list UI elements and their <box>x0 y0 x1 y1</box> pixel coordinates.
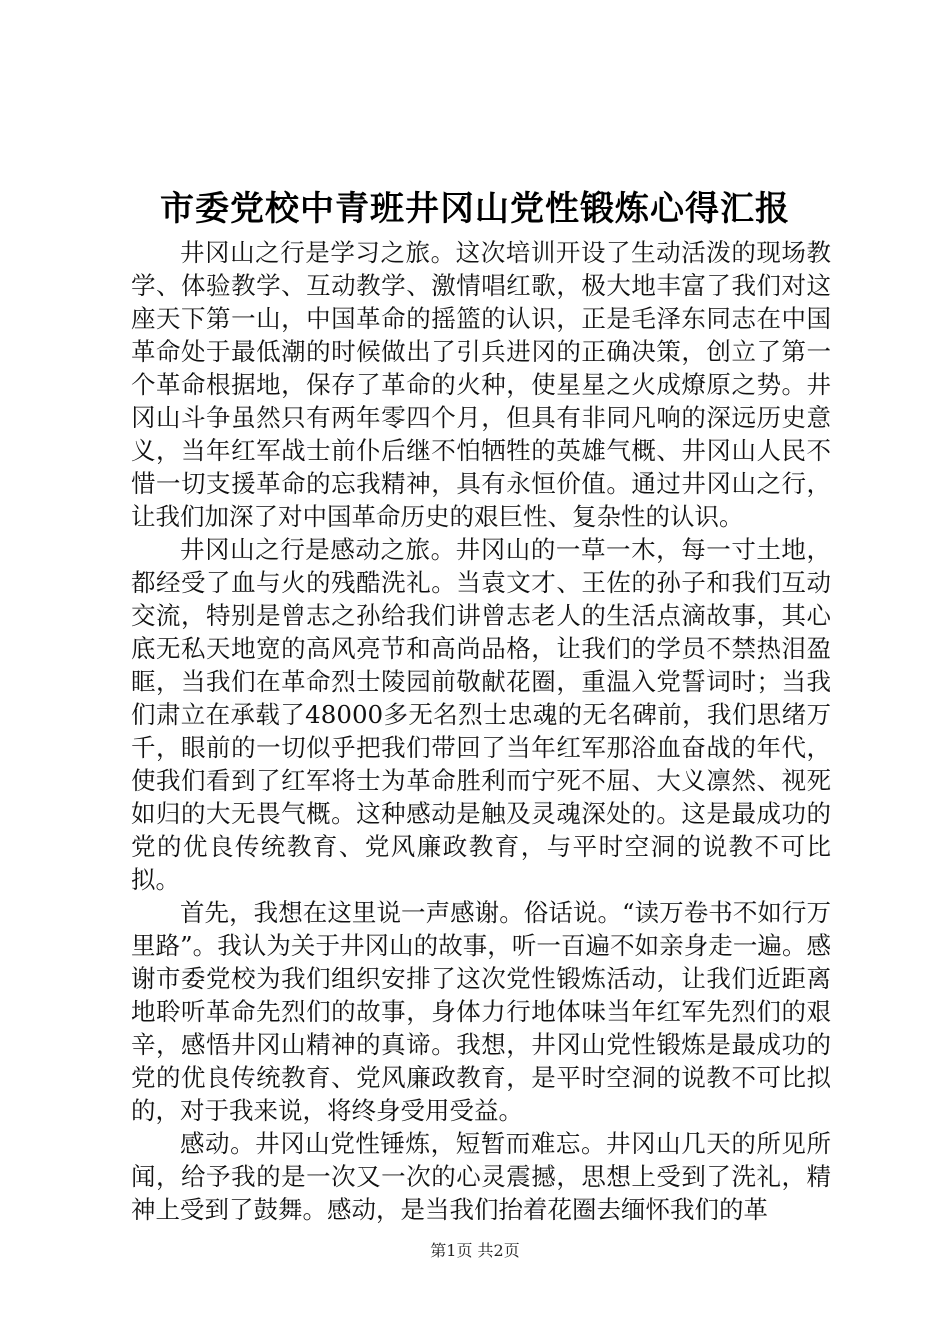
paragraph-2: 井冈山之行是感动之旅。井冈山的一草一木，每一寸土地，都经受了血与火的残酷洗礼。当袁文才、王佐的孙子和我们互动交流，特别是曾志之孙给我们讲曾志老人的生活点滴故事，其心底无私天地宽的高风亮节和高尚品格，让我们的学员不禁热泪盈眶，当我们在革命烈士陵园前敬献花圈，重温入党誓词时；当我们肃立在承载了48000多无名烈士忠魂的无名碑前，我们思绪万千，眼前的一切似乎把我们带回了当年红军那浴血奋战的年代，使我们看到了红军将士为革命胜利而宁死不屈、大义凛然、视死如归的大无畏气概。这种感动是触及灵魂深处的。这是最成功的党的优良传统教育、党风廉政教育，与平时空洞的说教不可比拟。 <box>131 535 831 894</box>
paragraph-3: 首先，我想在这里说一声感谢。俗话说。“读万卷书不如行万里路”。我认为关于井冈山的故事，听一百遍不如亲身走一遍。感谢市委党校为我们组织安排了这次党性锻炼活动，让我们近距离地聆听革命先烈们的故事，身体力行地体味当年红军先烈们的艰辛，感悟井冈山精神的真谛。我想，井冈山党性锻炼是最成功的党的优良传统教育、党风廉政教育，是平时空洞的说教不可比拟的，对于我来说，将终身受用受益。 <box>131 898 831 1125</box>
paragraph-1: 井冈山之行是学习之旅。这次培训开设了生动活泼的现场教学、体验教学、互动教学、激情唱红歌，极大地丰富了我们对这座天下第一山，中国革命的摇篮的认识，正是毛泽东同志在中国革命处于最低潮的时候做出了引兵进冈的正确决策，创立了第一个革命根据地，保存了革命的火种，使星星之火成燎原之势。井冈山斗争虽然只有两年零四个月，但具有非同凡响的深远历史意义，当年红军战士前仆后继不怕牺牲的英雄气概、井冈山人民不惜一切支援革命的忘我精神，具有永恒价值。通过井冈山之行，让我们加深了对中国革命历史的艰巨性、复杂性的认识。 <box>131 238 831 531</box>
page-number-footer: 第1页 共2页 <box>430 1241 520 1260</box>
document-title: 市委党校中青班井冈山党性锻炼心得汇报 <box>160 189 790 229</box>
paragraph-4: 感动。井冈山党性锤炼，短暂而难忘。井冈山几天的所见所闻，给予我的是一次又一次的心灵震撼，思想上受到了洗礼，精神上受到了鼓舞。感动，是当我们抬着花圈去缅怀我们的革 <box>131 1129 831 1224</box>
document-body <box>131 236 831 1226</box>
